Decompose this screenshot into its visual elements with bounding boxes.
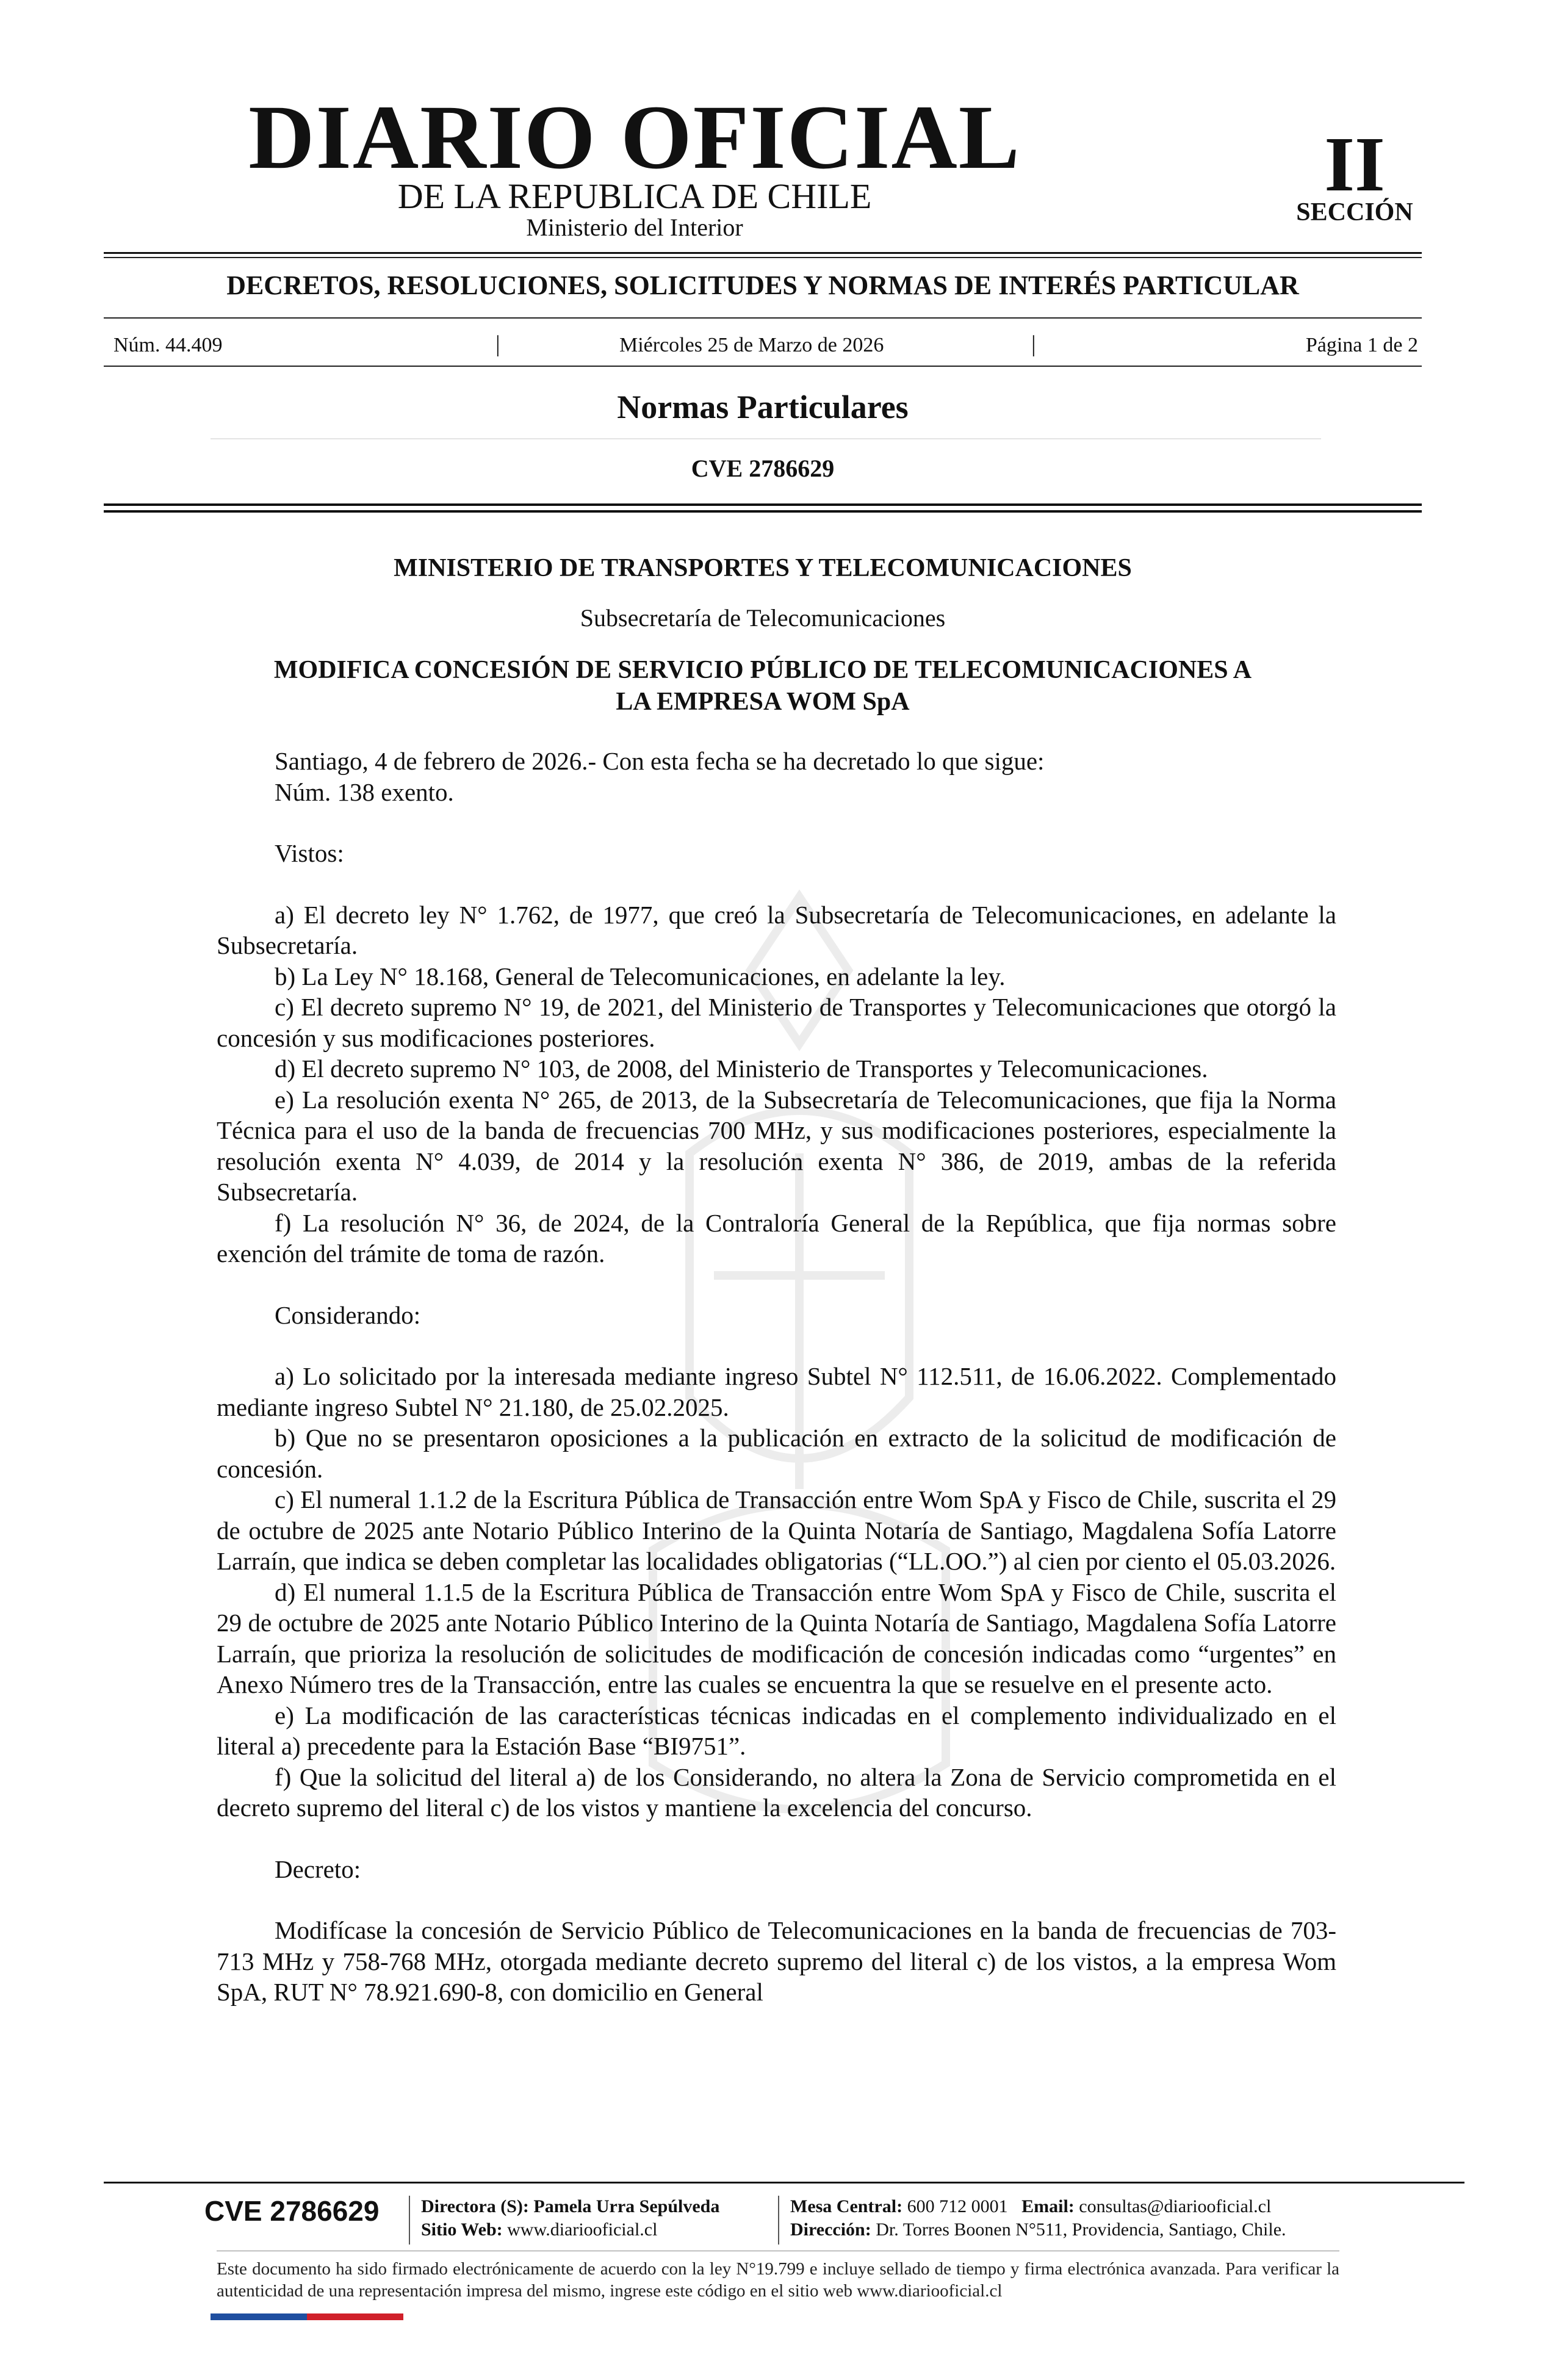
flag-stripe-red xyxy=(307,2313,403,2320)
section-title: Normas Particulares xyxy=(617,389,909,425)
considerando-item: c) El numeral 1.1.2 de la Escritura Pública de Transacción entre Wom SpA y Fisco de Chile, suscrita el 29 de octubre de 2025 ante Notario Público Interino de la Quinta Notaría de Santiago, Magdalena Sofía Latorre Larraín, que indica se deben completar las localidades obligatorias (“LL.OO.”) al cien por ciento el 05.03.2026. xyxy=(217,1485,1336,1575)
phone-value: 600 712 0001 xyxy=(907,2196,1008,2216)
header-divider xyxy=(104,252,1422,254)
masthead-title: DIARIO OFICIAL xyxy=(248,87,1021,188)
category-heading: DECRETOS, RESOLUCIONES, SOLICITUDES Y NORMAS DE INTERÉS PARTICULAR xyxy=(226,270,1299,300)
footer-contact-left xyxy=(421,2195,719,2241)
cve-code: CVE 2786629 xyxy=(691,455,835,482)
section-underline xyxy=(211,438,1321,439)
footer-separator xyxy=(409,2196,410,2245)
flag-stripe-blue xyxy=(211,2313,307,2320)
info-separator: | xyxy=(1031,331,1036,357)
info-divider xyxy=(104,366,1422,367)
footer-separator xyxy=(778,2196,779,2245)
header-divider-thin xyxy=(104,257,1422,258)
issue-date: Miércoles 25 de Marzo de 2026 xyxy=(619,334,884,356)
document-body xyxy=(217,746,1336,2008)
decree-number: Núm. 138 exento. xyxy=(275,777,454,806)
considerando-item: e) La modificación de las características técnicas indicadas en el complemento individualizado en el literal a) precedente para la Estación Base “BI9751”. xyxy=(217,1701,1336,1760)
issue-number: Núm. 44.409 xyxy=(113,334,223,356)
vistos-item: b) La Ley N° 18.168, General de Telecomunicaciones, en adelante la ley. xyxy=(275,962,1006,990)
phone-label: Mesa Central: xyxy=(790,2196,903,2216)
vistos-heading: Vistos: xyxy=(275,839,344,867)
web-label: Sitio Web: xyxy=(421,2220,503,2240)
vistos-item: d) El decreto supremo N° 103, de 2008, del Ministerio de Transportes y Telecomunicaciones. xyxy=(275,1055,1208,1083)
decreto-text: Modifícase la concesión de Servicio Público de Telecomunicaciones en la banda de frecuencias de 703-713 MHz y 758-768 MHz, otorgada mediante decreto supremo del literal c) de los vistos, a la empresa Wom SpA, RUT N° 78.921.690-8, con domicilio en General xyxy=(217,1916,1336,2006)
ministry-heading: MINISTERIO DE TRANSPORTES Y TELECOMUNICACIONES xyxy=(394,554,1132,582)
decreto-heading: Decreto: xyxy=(275,1855,361,1883)
vistos-item: f) La resolución N° 36, de 2024, de la Contraloría General de la República, que fija normas sobre exención del trámite de toma de razón. xyxy=(217,1208,1336,1268)
considerando-heading: Considerando: xyxy=(275,1300,421,1329)
vistos-item: c) El decreto supremo N° 19, de 2021, del Ministerio de Transportes y Telecomunicaciones que otorgó la concesión y sus modificaciones posteriores. xyxy=(217,993,1336,1052)
intro-line: Santiago, 4 de febrero de 2026.- Con esta fecha se ha decretado lo que sigue: xyxy=(275,747,1045,775)
considerando-item: d) El numeral 1.1.5 de la Escritura Pública de Transacción entre Wom SpA y Fisco de Chile, suscrita el 29 de octubre de 2025 ante Notario Público Interino de la Quinta Notaría de Santiago, Magdalena Sofía Latorre Larraín, que prioriza la resolución de solicitudes de modificación de concesión indicadas como “urgentes” en Anexo Número tres de la Transacción, entre las cuales se encuentra la que se resuelve en el presente acto. xyxy=(217,1578,1336,1698)
section-number: II xyxy=(1324,121,1385,207)
director-name: Pamela Urra Sepúlveda xyxy=(533,2196,720,2216)
masthead-subtitle: DE LA REPUBLICA DE CHILE xyxy=(397,176,872,216)
director-label: Directora (S): xyxy=(421,2196,529,2216)
address-value: Dr. Torres Boonen N°511, Providencia, Santiago, Chile. xyxy=(876,2220,1286,2240)
web-value[interactable]: www.diariooficial.cl xyxy=(507,2220,658,2240)
considerando-item: f) Que la solicitud del literal a) de los Considerando, no altera la Zona de Servicio comprometida en el decreto supremo del literal c) de los vistos y mantiene la excelencia del concurso. xyxy=(217,1762,1336,1822)
considerando-item: a) Lo solicitado por la interesada mediante ingreso Subtel N° 112.511, de 16.06.2022. Complementado mediante ingreso Subtel N° 21.180, de 25.02.2025. xyxy=(217,1362,1336,1421)
section-word: SECCIÓN xyxy=(1296,198,1413,226)
page-indicator: Página 1 de 2 xyxy=(1305,334,1418,356)
email-label: Email: xyxy=(1021,2196,1075,2216)
info-separator: | xyxy=(495,331,500,357)
cve-divider xyxy=(104,503,1422,506)
document-title xyxy=(183,654,1342,718)
considerando-item: b) Que no se presentaron oposiciones a la publicación en extracto de la solicitud de modificación de concesión. xyxy=(217,1424,1336,1483)
vistos-item: e) La resolución exenta N° 265, de 2013, de la Subsecretaría de Telecomunicaciones, que fija la Norma Técnica para el uso de la banda de frecuencias 700 MHz, y sus modificaciones posteriores, especialmente la resolución exenta N° 4.039, de 2014 y la resolución exenta N° 386, de 2019, ambas de la referida Subsecretaría. xyxy=(217,1085,1336,1206)
footer-contact-right xyxy=(790,2195,1286,2241)
masthead-ministry: Ministerio del Interior xyxy=(526,214,743,241)
footer-note: Este documento ha sido firmado electrónicamente de acuerdo con la ley N°19.799 e incluye sellado de tiempo y firma electrónica avanzada. Para verificar la autenticidad de una representación impresa del mismo, ingrese este código en el sitio web www.diariooficial.cl xyxy=(217,2259,1339,2301)
address-label: Dirección: xyxy=(790,2220,871,2240)
vistos-item: a) El decreto ley N° 1.762, de 1977, que creó la Subsecretaría de Telecomunicaciones, en adelante la Subsecretaría. xyxy=(217,900,1336,959)
email-value[interactable]: consultas@diariooficial.cl xyxy=(1079,2196,1272,2216)
subsecretariat: Subsecretaría de Telecomunicaciones xyxy=(580,604,946,632)
document-title-line: LA EMPRESA WOM SpA xyxy=(616,688,910,716)
category-divider xyxy=(104,317,1422,319)
cve-divider-double xyxy=(104,510,1422,513)
footer-divider xyxy=(104,2182,1464,2183)
footer-cve-code: CVE 2786629 xyxy=(204,2195,380,2227)
document-title-line: MODIFICA CONCESIÓN DE SERVICIO PÚBLICO DE TELECOMUNICACIONES A xyxy=(273,656,1252,684)
